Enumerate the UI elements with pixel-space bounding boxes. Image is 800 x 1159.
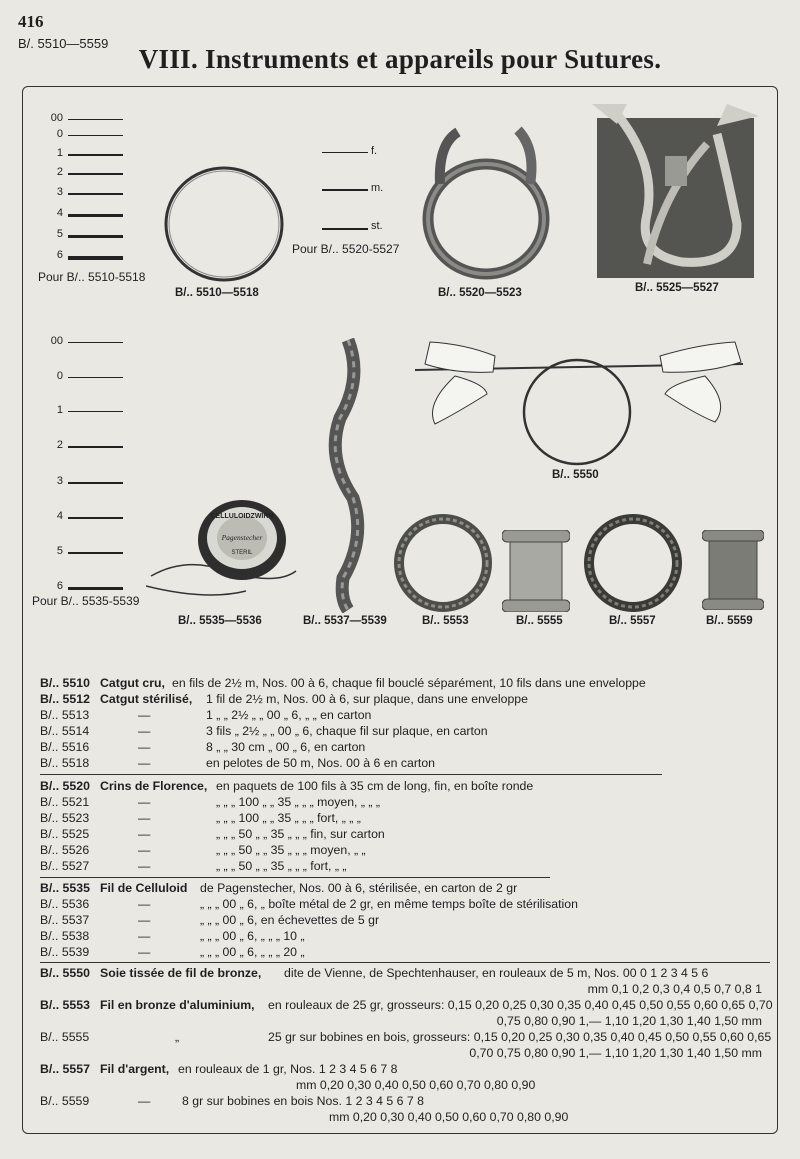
ditto-mark: — (138, 945, 151, 959)
gauge-caption: Pour B/.. 5535-5539 (32, 594, 140, 608)
item-description: 25 gr sur bobines en bois, grosseurs: 0,15 0,20 0,25 0,30 0,35 0,40 0,45 0,50 0,55 0,60 0,65 (268, 1030, 772, 1044)
item-description: en pelotes de 50 m, Nos. 00 à 6 en carton (206, 756, 436, 770)
gauge-line (68, 411, 123, 412)
item-code: B/.. 5555 (40, 1030, 90, 1044)
item-name: Catgut cru, (100, 676, 165, 690)
page-range-reference: B/. 5510—5559 (18, 36, 109, 51)
gauge-line (68, 377, 123, 378)
figure-label: B/.. 5557 (609, 615, 656, 627)
gauge-line (68, 135, 123, 136)
item-description: mm 0,1 0,2 0,3 0,4 0,5 0,7 0,8 1 (587, 982, 762, 996)
gauge-number: 6 (56, 580, 63, 592)
item-description: en paquets de 100 fils à 35 cm de long, fin, en boîte ronde (216, 779, 534, 793)
item-description: dite de Vienne, de Spechtenhauser, en rouleaux de 5 m, Nos. 00 0 1 2 3 4 5 6 (284, 966, 709, 980)
item-description: de Pagenstecher, Nos. 00 à 6, stérilisée, en carton de 2 gr (200, 881, 518, 895)
gauge-caption: Pour B/.. 5510-5518 (38, 270, 146, 284)
gauge-line (68, 154, 123, 156)
item-description: „ „ „ 50 „ „ 35 „ „ „ fort, „ „ (216, 859, 347, 873)
ditto-mark: — (138, 897, 151, 911)
figure-label: B/.. 5550 (552, 469, 599, 481)
item-code: B/.. 5553 (40, 998, 90, 1012)
item-description: en rouleaux de 1 gr, Nos. 1 2 3 4 5 6 7 8 (178, 1062, 398, 1076)
item-name: Soie tissée de fil de bronze, (100, 966, 262, 980)
item-code: B/.. 5510 (40, 676, 90, 690)
item-description: „ „ „ 00 „ 6, „ „ „ 20 „ (200, 945, 305, 959)
gauge-line (68, 235, 123, 238)
gauge-line (68, 517, 123, 519)
ditto-mark: — (138, 795, 151, 809)
figure-label: B/.. 5555 (516, 615, 563, 627)
ditto-mark: — (138, 843, 151, 857)
item-code: B/.. 5516 (40, 740, 90, 754)
gauge-line (68, 342, 123, 343)
crin-caption: Pour B/.. 5520-5527 (292, 242, 400, 256)
item-code: B/.. 5550 (40, 966, 90, 980)
celluloid-skein-illustration (328, 338, 368, 613)
gauge-number: 4 (56, 510, 63, 522)
tin-sub-text: STERIL (231, 550, 253, 556)
item-description: en rouleaux de 25 gr, grosseurs: 0,15 0,20 0,25 0,30 0,35 0,40 0,45 0,50 0,55 0,60 0,65 0,70 (268, 998, 773, 1012)
item-code: B/.. 5538 (40, 929, 90, 943)
figure-label: B/.. 5537—5539 (303, 615, 387, 627)
gauge-line (68, 119, 123, 120)
item-description: 1 fil de 2½ m, Nos. 00 à 6, sur plaque, dans une enveloppe (206, 692, 528, 706)
aluminium-bronze-coil-illustration (392, 512, 494, 614)
item-code: B/.. 5527 (40, 859, 90, 873)
item-name: Fil de Celluloid (100, 881, 188, 895)
item-description: en fils de 2½ m, Nos. 00 à 6, chaque fil bouclé séparément, 10 fils dans une enveloppe (172, 676, 646, 690)
figure-label: B/.. 5520—5523 (438, 287, 522, 299)
item-name: Fil d'argent, (100, 1062, 170, 1076)
gauge-number: 1 (56, 147, 63, 159)
gauge-line (68, 256, 123, 260)
item-name: Crins de Florence, (100, 779, 208, 793)
bronze-silk-loop-illustration (415, 334, 745, 474)
item-code: B/.. 5521 (40, 795, 90, 809)
item-code: B/.. 5512 (40, 692, 90, 706)
spec-row-continuation (469, 1046, 762, 1062)
item-code: B/.. 5523 (40, 811, 90, 825)
gauge-number: 2 (56, 166, 63, 178)
item-name: Catgut stérilisé, (100, 692, 193, 706)
item-description: „ „ „ 00 „ 6, „ „ „ 10 „ (200, 929, 305, 943)
gauge-number: 3 (56, 475, 63, 487)
crin-coil-illustration (418, 124, 558, 284)
item-description: 0,70 0,75 0,80 0,90 1,— 1,10 1,20 1,30 1,40 1,50 mm (469, 1046, 762, 1060)
gauge-line (68, 214, 123, 217)
item-description: „ „ „ 00 „ 6, „ boîte métal de 2 gr, en même temps boîte de stérilisation (200, 897, 578, 911)
item-code: B/.. 5536 (40, 897, 90, 911)
gauge-number: 0 (56, 370, 63, 382)
item-code: B/.. 5526 (40, 843, 90, 857)
item-description: „ „ „ 00 „ 6, en échevettes de 5 gr (200, 913, 380, 927)
ditto-mark: — (138, 827, 151, 841)
ditto-mark: „ (175, 1030, 180, 1044)
figure-label: B/.. 5510—5518 (175, 287, 259, 299)
tin-ring-text: CELLULOIDZWIRN (210, 513, 274, 520)
item-description: „ „ „ 50 „ „ 35 „ „ „ fin, sur carton (216, 827, 385, 841)
page-number: 416 (18, 12, 44, 31)
tin-brand-text: Pagenstecher (221, 533, 263, 542)
item-description: 1 „ „ 2½ „ „ 00 „ 6, „ „ en carton (206, 708, 372, 722)
crin-label: f. (371, 145, 378, 157)
gauge-line (68, 193, 123, 195)
item-code: B/.. 5537 (40, 913, 90, 927)
wooden-spool-illustration (702, 530, 764, 610)
item-code: B/.. 5513 (40, 708, 90, 722)
group-divider (40, 774, 662, 775)
crin-line-fine (322, 152, 368, 153)
gauge-number: 6 (56, 249, 63, 261)
item-code: B/.. 5559 (40, 1094, 90, 1108)
item-description: mm 0,20 0,30 0,40 0,50 0,60 0,70 0,80 0,90 (329, 1110, 569, 1124)
wooden-spool-illustration (502, 530, 570, 612)
gauge-number: 00 (50, 112, 63, 124)
item-code: B/.. 5539 (40, 945, 90, 959)
silver-wire-coil-illustration (582, 512, 684, 614)
gauge-line (68, 446, 123, 448)
ditto-mark: — (138, 756, 151, 770)
gauge-line (68, 587, 123, 590)
gauge-number: 2 (56, 439, 63, 451)
gauge-number: 5 (56, 228, 63, 240)
ditto-mark: — (138, 724, 151, 738)
item-code: B/.. 5520 (40, 779, 90, 793)
ditto-mark: — (138, 708, 151, 722)
spec-row-continuation (588, 982, 762, 998)
spec-row-continuation (329, 1110, 568, 1126)
gauge-line (68, 552, 123, 554)
gauge-number: 3 (56, 186, 63, 198)
item-description: „ „ „ 50 „ „ 35 „ „ „ moyen, „ „ (216, 843, 366, 857)
ditto-mark: — (138, 740, 151, 754)
item-name: Fil en bronze d'aluminium, (100, 998, 255, 1012)
figure-label: B/.. 5553 (422, 615, 469, 627)
celluloid-tin-illustration (146, 476, 306, 611)
group-divider (40, 877, 550, 878)
item-description: 0,75 0,80 0,90 1,— 1,10 1,20 1,30 1,40 1,50 mm (496, 1014, 762, 1028)
ditto-mark: — (138, 1094, 151, 1108)
gauge-number: 0 (56, 128, 63, 140)
item-description: mm 0,20 0,30 0,40 0,50 0,60 0,70 0,80 0,90 (296, 1078, 536, 1092)
ditto-mark: — (138, 859, 151, 873)
item-code: B/.. 5535 (40, 881, 90, 895)
crin-carton-illustration (587, 104, 765, 279)
section-title: VIII. Instruments et appareils pour Sutures. (138, 44, 662, 74)
gauge-line (68, 173, 123, 175)
gauge-line (68, 482, 123, 484)
item-description: 8 „ „ 30 cm „ 00 „ 6, en carton (206, 740, 366, 754)
gauge-number: 4 (56, 207, 63, 219)
crin-line-strong (322, 228, 368, 230)
figure-label: B/.. 5559 (706, 615, 753, 627)
ditto-mark: — (138, 913, 151, 927)
figure-label: B/.. 5525—5527 (635, 282, 719, 294)
crin-label: m. (371, 182, 384, 194)
item-description: 3 fils „ 2½ „ „ 00 „ 6, chaque fil sur plaque, en carton (206, 724, 488, 738)
item-code: B/.. 5557 (40, 1062, 90, 1076)
item-description: 8 gr sur bobines en bois Nos. 1 2 3 4 5 6 7 8 (182, 1094, 424, 1108)
spec-row-continuation (497, 1014, 762, 1030)
gauge-number: 1 (56, 404, 63, 416)
crin-line-medium (322, 189, 368, 191)
catgut-ring-illustration (160, 162, 290, 286)
group-divider (40, 962, 770, 963)
item-code: B/.. 5518 (40, 756, 90, 770)
item-description: „ „ „ 100 „ „ 35 „ „ „ fort, „ „ „ (216, 811, 361, 825)
item-description: „ „ „ 100 „ „ 35 „ „ „ moyen, „ „ „ (216, 795, 380, 809)
ditto-mark: — (138, 811, 151, 825)
figure-label: B/.. 5535—5536 (178, 615, 262, 627)
gauge-number: 00 (50, 335, 63, 347)
crin-label: st. (371, 220, 383, 232)
spec-row-continuation (296, 1078, 535, 1094)
gauge-number: 5 (56, 545, 63, 557)
item-code: B/.. 5514 (40, 724, 90, 738)
item-code: B/.. 5525 (40, 827, 90, 841)
ditto-mark: — (138, 929, 151, 943)
